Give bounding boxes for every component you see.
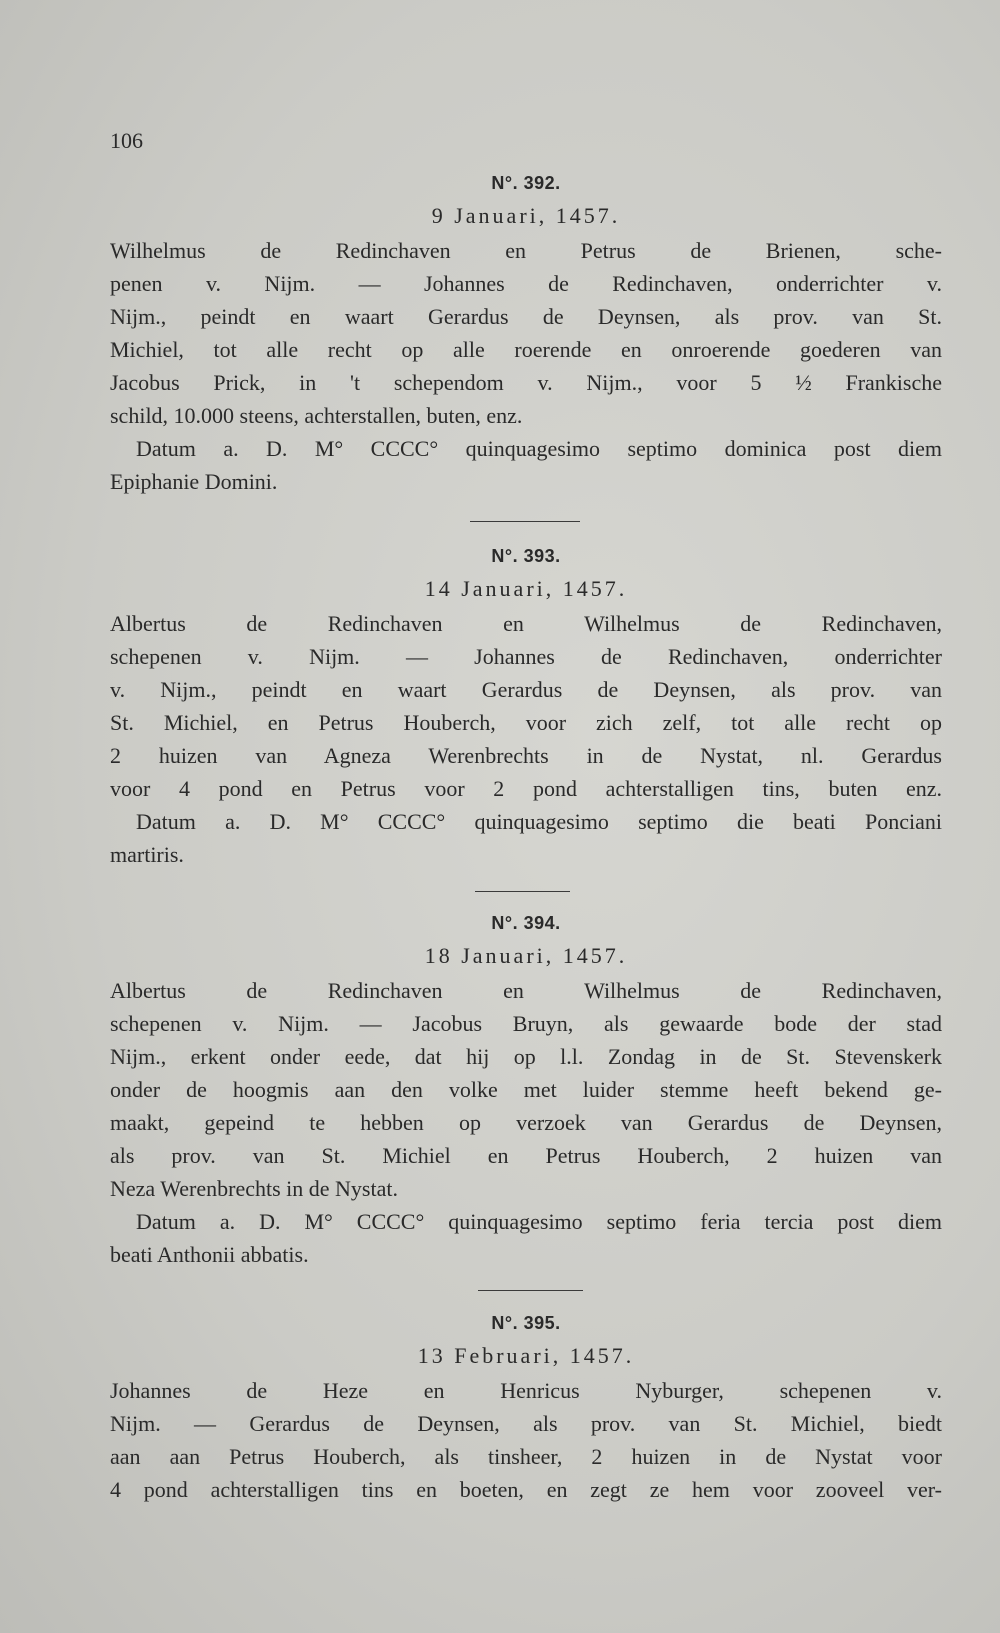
entry-number: N°. 393. xyxy=(491,546,561,566)
entry-text-line: voor 4 pond en Petrus voor 2 pond achterstalligen tins, buten enz. xyxy=(110,776,942,801)
entry-text-line: Albertus de Redinchaven en Wilhelmus de Redinchaven, xyxy=(110,611,942,636)
entry-date: 14 Januari, 1457. xyxy=(424,576,628,601)
entry-text-line: onder de hoogmis aan den volke met luider stemme heeft bekend ge- xyxy=(110,1077,942,1102)
entry-text-line: 2 huizen van Agneza Werenbrechts in de Nystat, nl. Gerardus xyxy=(110,743,942,768)
entry-text-line: Michiel, tot alle recht op alle roerende en onroerende goederen van xyxy=(110,337,942,362)
entry-text-line: Neza Werenbrechts in de Nystat. xyxy=(110,1176,398,1201)
entry-text-line: Nijm., peindt en waart Gerardus de Deynsen, als prov. van St. xyxy=(110,304,942,329)
entry-date: 18 Januari, 1457. xyxy=(424,943,628,968)
entry-text-line: aan aan Petrus Houberch, als tinsheer, 2 huizen in de Nystat voor xyxy=(110,1444,942,1469)
entry-text-line: St. Michiel, en Petrus Houberch, voor zich zelf, tot alle recht op xyxy=(110,710,942,735)
entry-392 xyxy=(110,168,942,498)
section-divider xyxy=(470,521,580,522)
entry-text-line: Johannes de Heze en Henricus Nyburger, schepenen v. xyxy=(110,1378,942,1403)
entry-text-line: Albertus de Redinchaven en Wilhelmus de Redinchaven, xyxy=(110,978,942,1003)
entry-393 xyxy=(110,541,942,871)
entry-datum-line: Datum a. D. M° CCCC° quinquagesimo septimo feria tercia post diem xyxy=(136,1209,942,1234)
entry-datum-line: Datum a. D. M° CCCC° quinquagesimo septimo die beati Ponciani xyxy=(136,809,942,834)
entry-number: N°. 392. xyxy=(491,173,561,193)
entry-text-line: Epiphanie Domini. xyxy=(110,469,278,494)
entry-text-line: schepenen v. Nijm. — Jacobus Bruyn, als gewaarde bode der stad xyxy=(110,1011,942,1036)
entry-395 xyxy=(110,1308,942,1506)
entry-text-line: Nijm., erkent onder eede, dat hij op l.l. Zondag in de St. Stevenskerk xyxy=(110,1044,942,1069)
entry-text-line: beati Anthonii abbatis. xyxy=(110,1242,309,1267)
entry-number: N°. 394. xyxy=(491,913,561,933)
entry-text-line: schild, 10.000 steens, achterstallen, buten, enz. xyxy=(110,403,523,428)
entry-datum-line: Datum a. D. M° CCCC° quinquagesimo septimo dominica post diem xyxy=(136,436,942,461)
entry-text-line: v. Nijm., peindt en waart Gerardus de Deynsen, als prov. van xyxy=(110,677,942,702)
entry-text-line: schepenen v. Nijm. — Johannes de Redinchaven, onderrichter xyxy=(110,644,942,669)
entry-text-line: Jacobus Prick, in 't schependom v. Nijm., voor 5 ½ Frankische xyxy=(110,370,942,395)
entry-text-line: martiris. xyxy=(110,842,184,867)
entry-text-line: maakt, gepeind te hebben op verzoek van Gerardus de Deynsen, xyxy=(110,1110,942,1135)
entry-394 xyxy=(110,908,942,1271)
entry-text-line: Nijm. — Gerardus de Deynsen, als prov. van St. Michiel, biedt xyxy=(110,1411,942,1436)
entry-text-line: Wilhelmus de Redinchaven en Petrus de Brienen, sche- xyxy=(110,238,942,263)
entry-date: 13 Februari, 1457. xyxy=(417,1343,635,1368)
entry-number: N°. 395. xyxy=(491,1313,561,1333)
entry-date: 9 Januari, 1457. xyxy=(431,203,621,228)
section-divider xyxy=(475,891,570,892)
entry-text-line: als prov. van St. Michiel en Petrus Houberch, 2 huizen van xyxy=(110,1143,942,1168)
page-number: 106 xyxy=(110,128,143,153)
entry-text-line: penen v. Nijm. — Johannes de Redinchaven, onderrichter v. xyxy=(110,271,942,296)
entry-text-line: 4 pond achterstalligen tins en boeten, en zegt ze hem voor zooveel ver- xyxy=(110,1477,942,1502)
section-divider xyxy=(478,1290,583,1291)
